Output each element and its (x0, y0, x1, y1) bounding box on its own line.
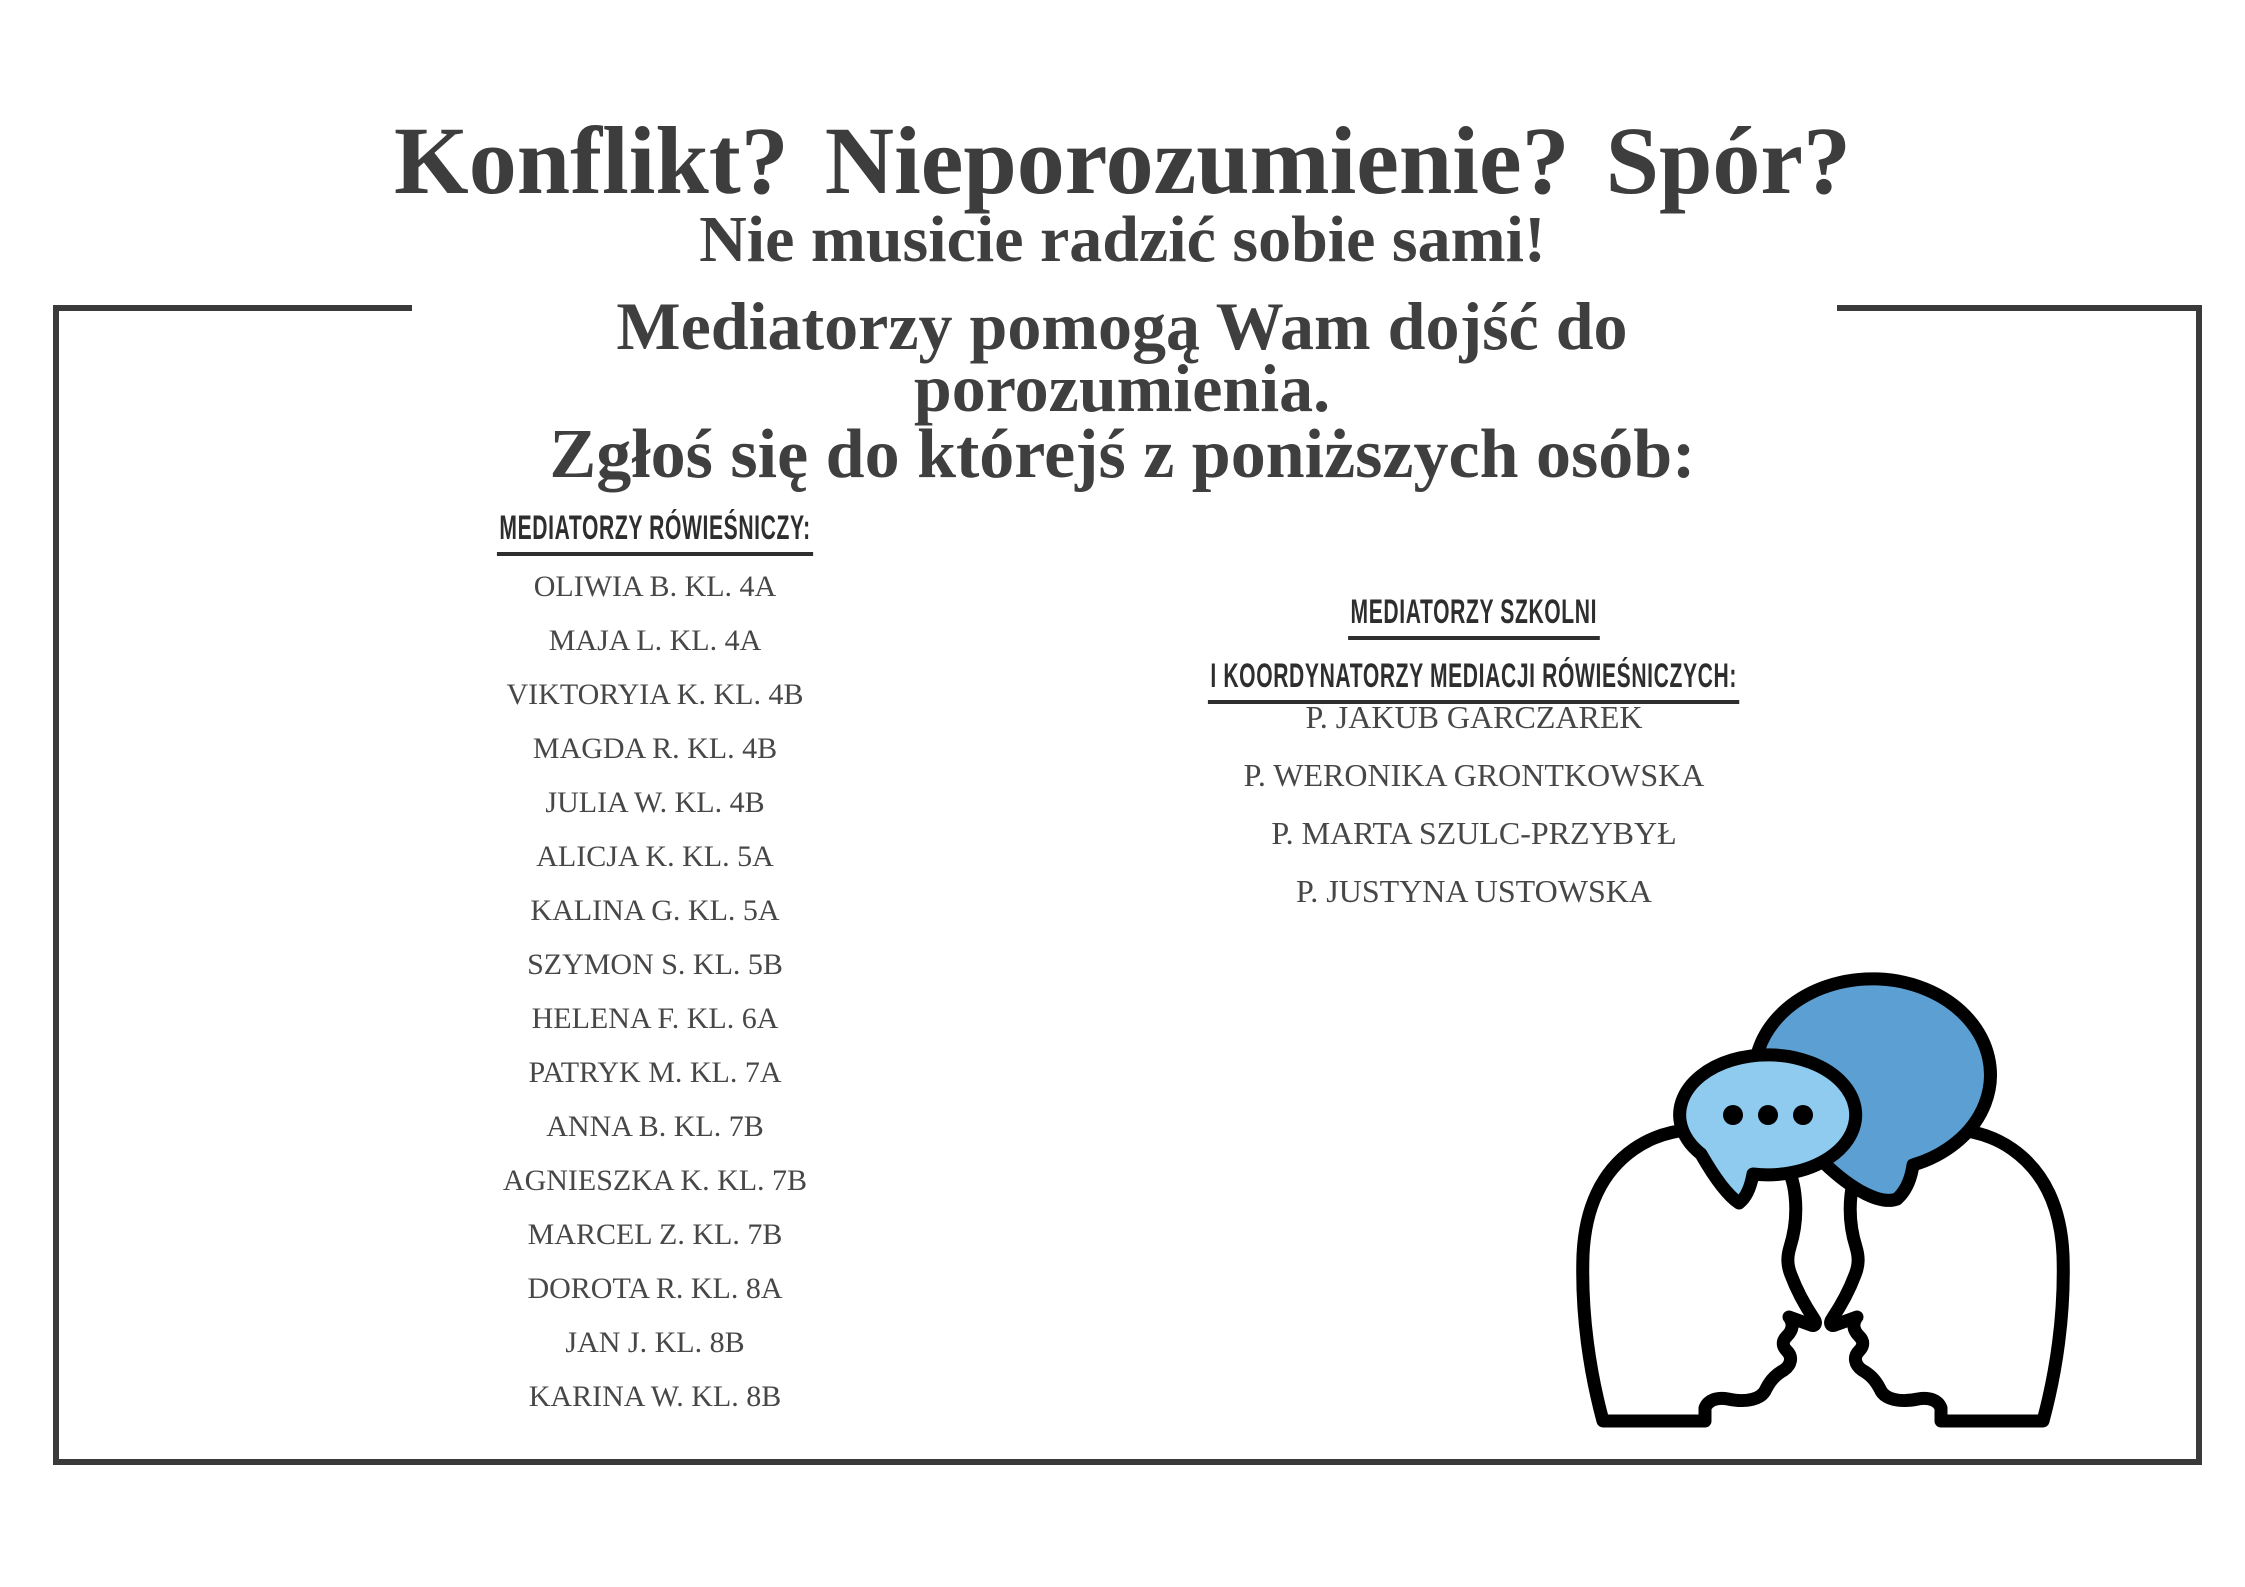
page-title: Konflikt? Nieporozumienie? Spór? (394, 107, 1851, 214)
peer-mediator-name: OLIWIA B. KL. 4A (533, 570, 777, 603)
school-mediator-name: P. JUSTYNA USTOWSKA (1296, 873, 1652, 909)
peer-mediator-name: MARCEL Z. KL. 7B (527, 1218, 783, 1251)
peer-mediator-name: PATRYK M. KL. 7A (528, 1056, 782, 1089)
school-mediator-name: P. WERONIKA GRONTKOWSKA (1243, 757, 1705, 793)
school-mediators-list (1024, 688, 1924, 920)
peer-mediator-name: SZYMON S. KL. 5B (527, 948, 783, 981)
school-mediator-name: P. MARTA SZULC-PRZYBYŁ (1271, 815, 1677, 851)
frame-top-right-segment (1837, 305, 2202, 311)
peer-mediator-name: KARINA W. KL. 8B (528, 1380, 782, 1413)
school-mediators-heading-line1-label: MEDIATORZY SZKOLNI (1348, 595, 1600, 640)
call-to-action-text: Zgłoś się do którejś z poniższych osób: (549, 416, 1696, 493)
school-mediator-name: P. JAKUB GARCZAREK (1305, 699, 1643, 735)
peer-mediator-name: HELENA F. KL. 6A (531, 1002, 779, 1035)
peer-mediator-name: AGNIESZKA K. KL. 7B (502, 1164, 808, 1197)
peer-mediator-name: MAJA L. KL. 4A (548, 624, 762, 657)
frame-top-left-segment (53, 305, 412, 311)
peer-mediator-name: ANNA B. KL. 7B (546, 1110, 764, 1143)
subtitle: Nie musicie radzić sobie sami! (699, 203, 1546, 276)
peer-mediator-name: JULIA W. KL. 4B (545, 786, 765, 819)
peer-mediator-name: VIKTORYIA K. KL. 4B (506, 678, 804, 711)
intro-text: Mediatorzy pomogą Wam dojść do porozumienia. (616, 288, 1628, 426)
peer-mediator-name: MAGDA R. KL. 4B (532, 732, 778, 765)
peer-mediators-section-heading (205, 511, 1105, 556)
peer-mediator-name: DOROTA R. KL. 8A (527, 1272, 783, 1305)
peer-mediators-list (205, 560, 1105, 1424)
school-mediators-heading-line2-label: I KOORDYNATORZY MEDIACJI RÓWIEŚNICZYCH: (1208, 659, 1740, 704)
typing-dots-icon (1723, 1105, 1813, 1125)
peer-mediator-name: JAN J. KL. 8B (565, 1326, 745, 1359)
peer-mediator-name: KALINA G. KL. 5A (530, 894, 780, 927)
talking-heads-illustration (1563, 953, 2075, 1465)
peer-mediators-heading-label: MEDIATORZY RÓWIEŚNICZY: (497, 511, 813, 556)
peer-mediator-name: ALICJA K. KL. 5A (536, 840, 774, 873)
school-mediators-section-heading-line1 (1024, 595, 1924, 640)
